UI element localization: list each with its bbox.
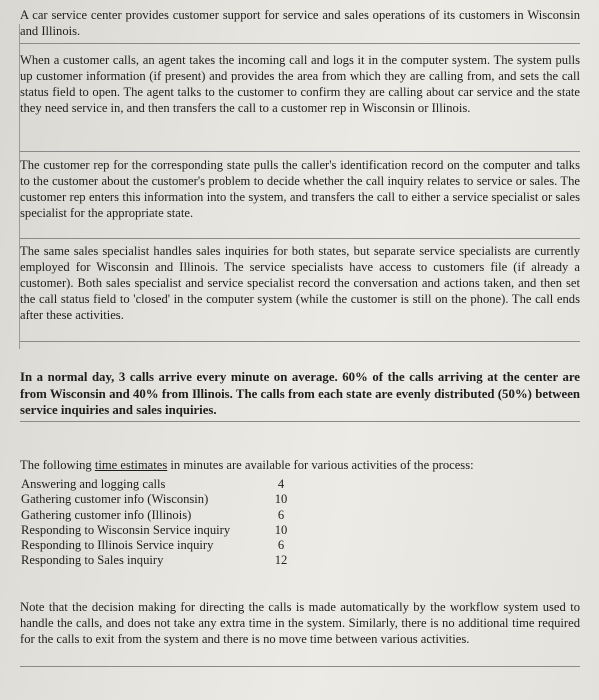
divider: [20, 43, 580, 44]
activity-label: Responding to Wisconsin Service inquiry: [21, 522, 231, 537]
divider: [20, 151, 580, 152]
activity-minutes: 4: [277, 477, 285, 491]
activity-minutes: 12: [274, 553, 288, 568]
activity-label: Responding to Sales inquiry: [21, 553, 164, 568]
paragraph-intro: A car service center provides customer support for service and sales operations of its customers in Wisconsin and Illinois.: [20, 8, 580, 38]
activity-label: Gathering customer info (Wisconsin): [21, 492, 209, 507]
divider: [20, 421, 580, 422]
table-row: [21, 553, 321, 568]
activity-label: Gathering customer info (Illinois): [21, 507, 192, 522]
activity-label: Responding to Illinois Service inquiry: [21, 538, 214, 553]
paragraph-note: Note that the decision making for directing the calls is made automatically by the workflow system used to handle the calls, and does not take any extra time in the system. Similarly, there is no additional time required for the calls to exit from the system and there is no move time between various activities.: [20, 600, 580, 646]
table-row: [21, 477, 321, 492]
paragraph-time-estimates: The following time estimates in minutes are available for various activities of the process:: [20, 458, 474, 472]
activity-minutes: 6: [277, 538, 285, 553]
table-row: [21, 508, 321, 523]
time-estimates-underlined: time estimates: [94, 458, 168, 472]
activity-minutes: 10: [274, 492, 288, 507]
activity-label: Answering and logging calls: [21, 477, 166, 491]
activity-minutes: 10: [274, 522, 288, 537]
paragraph-call-arrivals: In a normal day, 3 calls arrive every minute on average. 60% of the calls arriving at the center are from Wisconsin and 40% from Illinois. The calls from each state are evenly distributed (50%) between service inquiries and sales inquiries.: [20, 370, 580, 417]
time-estimates-table: [21, 477, 321, 569]
table-row: [21, 523, 321, 538]
table-row: [21, 538, 321, 553]
paragraph-call-logging: When a customer calls, an agent takes the incoming call and logs it in the computer system. The system pulls up customer information (if present) and provides the area from which they are calling from, and sets the call status field to open. The agent talks to the customer to confirm they are calling about car service and the state they need service in, and then transfers the call to a customer rep in Wisconsin or Illinois.: [20, 53, 580, 115]
table-row: [21, 492, 321, 507]
divider: [20, 666, 580, 667]
divider: [20, 341, 580, 342]
divider: [20, 238, 580, 239]
paragraph-customer-rep: The customer rep for the corresponding state pulls the caller's identification record on the computer and talks to the customer about the customer's problem to decide whether the call inquiry relates to service or sales. The customer rep enters this information into the system, and transfers the call to either a service specialist or sales specialist for the appropriate state.: [20, 158, 580, 220]
activity-minutes: 6: [277, 507, 285, 522]
paragraph-specialists: The same sales specialist handles sales inquiries for both states, but separate service specialists are currently employed for Wisconsin and Illinois. The service specialists have access to customers file (if already a customer). Both sales specialist and service specialist record the conversation and actions taken, and then set the call status field to 'closed' in the computer system (while the customer is still on the phone). The call ends after these activities.: [20, 244, 580, 322]
